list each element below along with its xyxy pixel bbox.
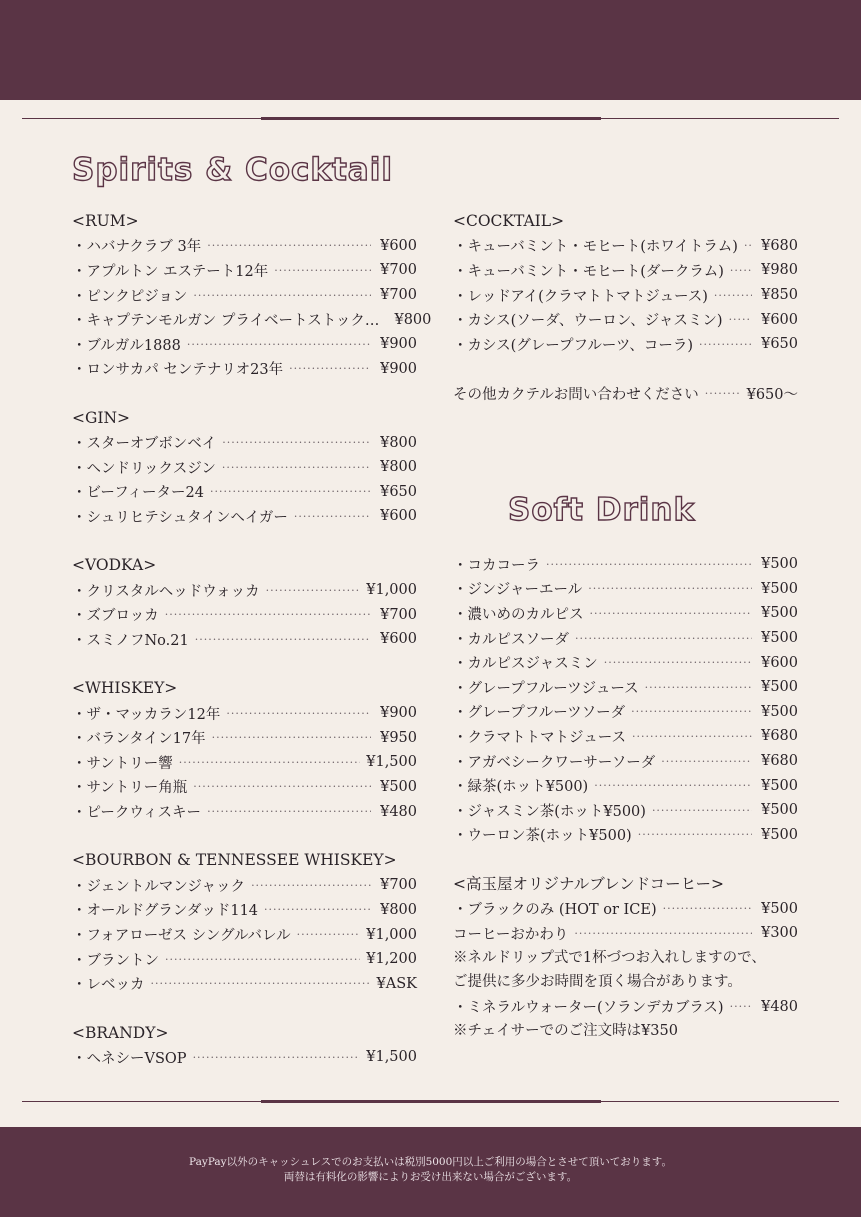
menu-item-row xyxy=(453,381,798,406)
menu-item-row xyxy=(453,995,798,1020)
leader-dots xyxy=(546,558,752,571)
leader-dots xyxy=(289,362,371,375)
menu-item-row xyxy=(453,724,798,749)
menu-item-row xyxy=(72,922,417,947)
category-label: <BRANDY> xyxy=(72,1023,169,1042)
menu-item-row xyxy=(72,234,417,259)
leader-dots xyxy=(645,681,752,694)
menu-item-row xyxy=(453,921,798,946)
section-gap xyxy=(72,652,417,677)
item-price: ¥500 xyxy=(761,580,798,597)
item-price: ¥700 xyxy=(380,287,417,304)
menu-item-row xyxy=(72,307,432,332)
leader-dots xyxy=(210,485,371,498)
section-gap xyxy=(72,381,417,406)
leader-dots xyxy=(661,755,752,768)
menu-item-row xyxy=(72,578,417,603)
item-name: ・サントリー響 xyxy=(72,755,173,772)
item-name: コーヒーおかわり xyxy=(453,926,569,943)
menu-item-row xyxy=(453,283,798,308)
menu-item-row xyxy=(453,601,798,626)
leader-dots xyxy=(663,902,752,915)
item-name: ・ビーフィーター24 xyxy=(72,485,204,502)
item-price: ¥800 xyxy=(380,901,417,918)
menu-item-row xyxy=(72,480,417,505)
item-name: ・サントリー角瓶 xyxy=(72,780,188,797)
item-price: ¥500 xyxy=(761,826,798,843)
item-name: ・ブルガル1888 xyxy=(72,337,181,354)
top-band xyxy=(0,0,861,100)
category-label: <高玉屋オリジナルブレンドコーヒー> xyxy=(453,874,724,893)
section-gap xyxy=(453,847,798,872)
menu-item-row xyxy=(453,577,798,602)
footer-line-1: PayPay以外のキャッシュレスでのお支払いは税別5000円以上ご利用の場合とさせて頂いております。 xyxy=(189,1156,672,1168)
menu-item-row xyxy=(72,971,417,996)
menu-item-row xyxy=(72,750,417,775)
item-price: ¥600 xyxy=(761,654,798,671)
menu-item-row xyxy=(453,823,798,848)
item-price: ¥680 xyxy=(761,237,798,254)
item-name: ・ロンサカパ センテナリオ23年 xyxy=(72,362,284,379)
menu-item-row xyxy=(72,627,417,652)
item-price: ¥500 xyxy=(761,679,798,696)
menu-item-row xyxy=(453,798,798,823)
item-price: ¥800 xyxy=(380,459,417,476)
leader-dots xyxy=(251,879,371,892)
item-name: ・クラマトトマトジュース xyxy=(453,729,626,746)
item-price: ¥500 xyxy=(761,900,798,917)
menu-item-row xyxy=(72,898,417,923)
menu-item-row xyxy=(453,650,798,675)
menu-item-row xyxy=(72,258,417,283)
item-name: ・ズブロッカ xyxy=(72,608,159,625)
item-price: ¥480 xyxy=(380,803,417,820)
leader-dots xyxy=(195,633,371,646)
coffee-note: ご提供に多少お時間を頂く場合があります。 xyxy=(453,974,742,991)
menu-item-row xyxy=(453,234,798,259)
footer-notice xyxy=(0,1155,861,1185)
item-price: ¥1,500 xyxy=(366,1049,417,1066)
item-name: ・ピンクピジョン xyxy=(72,288,188,305)
item-name: ・ヘンドリックスジン xyxy=(72,460,216,477)
item-price: ¥700 xyxy=(380,262,417,279)
item-price: ¥500 xyxy=(380,778,417,795)
item-price: ¥300 xyxy=(761,925,798,942)
leader-dots xyxy=(226,707,371,720)
leader-dots xyxy=(594,779,752,792)
item-price: ¥680 xyxy=(761,728,798,745)
leader-dots xyxy=(638,828,752,841)
item-price: ¥980 xyxy=(761,262,798,279)
item-name: ・カシス(グレープフルーツ、コーラ) xyxy=(453,337,693,354)
leader-dots xyxy=(604,656,752,669)
leader-dots xyxy=(207,239,371,252)
soft-drink-heading: Soft Drink xyxy=(508,492,696,528)
item-name: ・グレープフルーツソーダ xyxy=(453,705,626,722)
section-gap xyxy=(453,357,798,382)
menu-item-row xyxy=(72,799,417,824)
item-price: ¥600 xyxy=(380,631,417,648)
section-gap xyxy=(72,529,417,554)
leader-dots xyxy=(222,436,371,449)
item-name: ・ヘネシーVSOP xyxy=(72,1050,187,1067)
menu-item-row xyxy=(72,504,417,529)
item-price: ¥600 xyxy=(380,508,417,525)
leader-dots xyxy=(179,756,360,769)
item-name: ・キューバミント・モヒート(ダークラム) xyxy=(453,263,724,280)
item-name: ・アプルトン エステート12年 xyxy=(72,263,269,280)
item-price: ¥1,200 xyxy=(366,951,417,968)
leader-dots xyxy=(187,338,371,351)
menu-item-row xyxy=(72,1045,417,1070)
leader-dots xyxy=(744,239,752,252)
item-price: ¥650 xyxy=(380,483,417,500)
menu-item-row xyxy=(453,626,798,651)
leader-dots xyxy=(165,953,360,966)
category-label: <BOURBON & TENNESSEE WHISKEY> xyxy=(72,851,397,870)
item-name: ・ハバナクラブ 3年 xyxy=(72,239,202,256)
leader-dots xyxy=(266,584,361,597)
item-name: ・カルピスソーダ xyxy=(453,631,569,648)
leader-dots xyxy=(297,928,361,941)
leader-dots xyxy=(207,805,371,818)
leader-dots xyxy=(730,264,752,277)
item-price: ¥500 xyxy=(761,605,798,622)
leader-dots xyxy=(294,510,371,523)
leader-dots xyxy=(165,608,371,621)
section-gap xyxy=(72,996,417,1021)
item-name: ・ジェントルマンジャック xyxy=(72,878,246,895)
item-name: ・アガベシークワーサーソーダ xyxy=(453,754,656,771)
item-name: ・ピークウィスキー xyxy=(72,805,202,822)
spirits-heading: Spirits & Cocktail xyxy=(72,152,393,188)
category-label: <VODKA> xyxy=(72,556,157,575)
leader-dots xyxy=(714,289,752,302)
item-price: ¥700 xyxy=(380,606,417,623)
menu-item-row xyxy=(72,603,417,628)
leader-dots xyxy=(652,804,752,817)
leader-dots xyxy=(729,313,752,326)
menu-item-row xyxy=(72,873,417,898)
item-price: ¥500 xyxy=(761,630,798,647)
item-name: ・コカコーラ xyxy=(453,557,540,574)
item-price: ¥500 xyxy=(761,556,798,573)
item-name: その他カクテルお問い合わせください xyxy=(453,386,699,403)
leader-dots xyxy=(274,264,371,277)
item-price: ¥900 xyxy=(380,705,417,722)
item-name: ・ザ・マッカラン12年 xyxy=(72,706,221,723)
menu-item-row xyxy=(72,430,417,455)
item-name: ・カルピスジャスミン xyxy=(453,656,598,673)
item-price: ¥1,000 xyxy=(366,926,417,943)
menu-item-row xyxy=(453,749,798,774)
menu-item-row xyxy=(453,675,798,700)
menu-item-row xyxy=(72,283,417,308)
item-price: ¥680 xyxy=(761,753,798,770)
item-price: ¥ASK xyxy=(376,975,417,992)
item-name: ・ブラントン xyxy=(72,952,159,969)
item-name: ・ウーロン茶(ホット¥500) xyxy=(453,828,632,845)
leader-dots xyxy=(193,780,371,793)
item-price: ¥600 xyxy=(380,237,417,254)
item-price: ¥600 xyxy=(761,311,798,328)
item-name: ・ブラックのみ (HOT or ICE) xyxy=(453,902,657,919)
top-divider-accent xyxy=(261,117,601,120)
item-name: ・キューバミント・モヒート(ホワイトラム) xyxy=(453,239,738,256)
leader-dots xyxy=(632,730,752,743)
item-price: ¥900 xyxy=(380,360,417,377)
leader-dots xyxy=(264,903,371,916)
leader-dots xyxy=(705,387,741,400)
item-name: ・緑茶(ホット¥500) xyxy=(453,779,589,796)
leader-dots xyxy=(730,1000,752,1013)
menu-item-row xyxy=(453,307,798,332)
footer-line-2: 両替は有料化の影響によりお受け出来ない場合がございます。 xyxy=(283,1171,578,1183)
leader-dots xyxy=(575,632,752,645)
category-label: <COCKTAIL> xyxy=(453,212,565,230)
item-price: ¥800 xyxy=(380,434,417,451)
coffee-note: ※ネルドリップ式で1杯づつお入れしますので、 xyxy=(453,949,766,966)
bottom-divider-accent xyxy=(261,1100,601,1103)
item-price: ¥500 xyxy=(761,802,798,819)
menu-item-row xyxy=(453,773,798,798)
cocktail-column xyxy=(453,209,798,406)
item-name: ・レベッカ xyxy=(72,977,145,994)
menu-item-row xyxy=(453,552,798,577)
item-name: ・スミノフNo.21 xyxy=(72,632,189,649)
leader-dots xyxy=(193,289,371,302)
menu-item-row xyxy=(453,258,798,283)
menu-item-row xyxy=(72,455,417,480)
menu-item-row xyxy=(72,725,417,750)
menu-item-row xyxy=(453,332,798,357)
leader-dots xyxy=(212,731,371,744)
item-price: ¥1,500 xyxy=(366,754,417,771)
item-price: ¥800 xyxy=(394,311,432,328)
item-price: ¥1,000 xyxy=(366,582,417,599)
section-gap xyxy=(72,824,417,849)
item-name: ・キャプテンモルガン プライベートストック… xyxy=(72,313,380,330)
item-name: ・クリスタルヘッドウォッカ xyxy=(72,583,260,600)
item-name: ・ジンジャーエール xyxy=(453,582,583,599)
item-price: ¥650～ xyxy=(746,386,798,403)
leader-dots xyxy=(222,461,371,474)
leader-dots xyxy=(590,607,753,620)
item-name: ・オールドグランダッド114 xyxy=(72,903,259,920)
item-price: ¥650 xyxy=(761,336,798,353)
item-name: ・スターオブボンベイ xyxy=(72,436,217,453)
item-price: ¥950 xyxy=(380,729,417,746)
item-name: ・バランタイン17年 xyxy=(72,731,206,748)
item-price: ¥500 xyxy=(761,703,798,720)
item-name: ・ミネラルウォーター(ソランデカブラス) xyxy=(453,1000,724,1017)
item-name: ・濃いめのカルピス xyxy=(453,606,584,623)
item-name: ・レッドアイ(クラマトトマトジュース) xyxy=(453,288,708,305)
menu-item-row xyxy=(453,896,798,921)
leader-dots xyxy=(699,338,752,351)
spirits-column xyxy=(72,209,432,1070)
menu-item-row xyxy=(72,332,417,357)
item-name: ・シュリヒテシュタインヘイガー xyxy=(72,509,288,526)
item-name: ・グレープフルーツジュース xyxy=(453,680,639,697)
item-price: ¥900 xyxy=(380,336,417,353)
category-label: <WHISKEY> xyxy=(72,679,178,698)
leader-dots xyxy=(193,1051,361,1064)
item-price: ¥700 xyxy=(380,877,417,894)
item-price: ¥850 xyxy=(761,287,798,304)
leader-dots xyxy=(631,705,752,718)
leader-dots xyxy=(151,977,371,990)
category-label: <GIN> xyxy=(72,408,131,427)
menu-item-row xyxy=(72,701,417,726)
leader-dots xyxy=(588,582,752,595)
menu-item-row xyxy=(72,775,417,800)
item-price: ¥500 xyxy=(761,777,798,794)
soft-drink-column xyxy=(453,552,798,1044)
leader-dots xyxy=(574,927,752,940)
water-note: ※チェイサーでのご注文時は¥350 xyxy=(453,1023,678,1040)
category-label: <RUM> xyxy=(72,212,139,230)
menu-item-row xyxy=(72,947,417,972)
item-price: ¥480 xyxy=(761,998,798,1015)
item-name: ・フォアローゼス シングルバレル xyxy=(72,928,291,945)
item-name: ・カシス(ソーダ、ウーロン、ジャスミン) xyxy=(453,313,723,330)
menu-item-row xyxy=(72,357,417,382)
menu-item-row xyxy=(453,700,798,725)
item-name: ・ジャスミン茶(ホット¥500) xyxy=(453,803,646,820)
